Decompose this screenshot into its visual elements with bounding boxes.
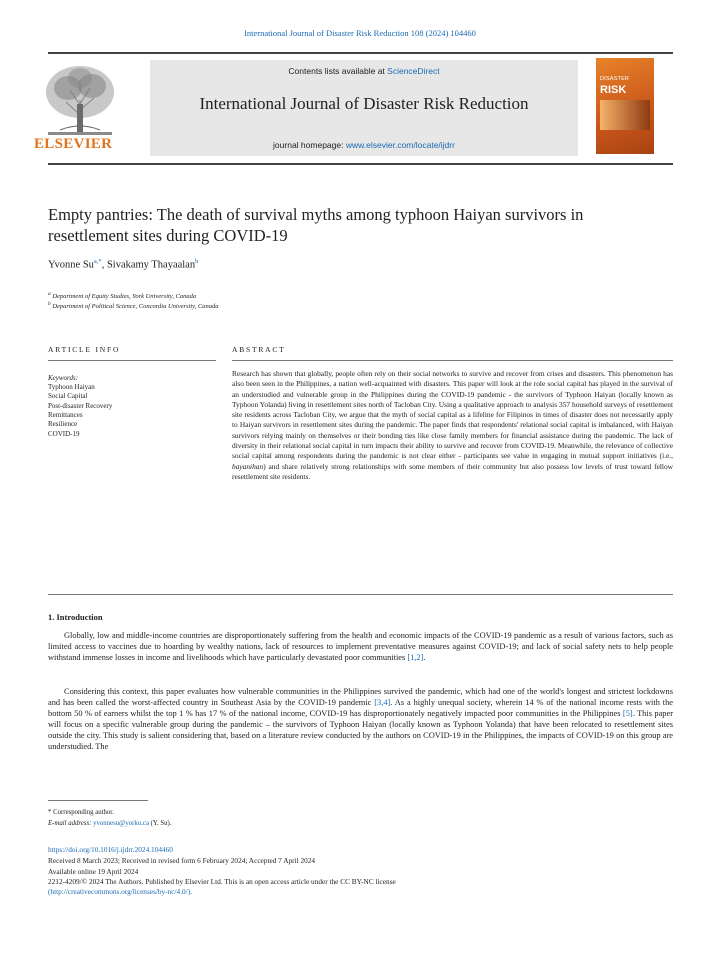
abstract-heading: ABSTRACT — [232, 345, 286, 354]
keywords-label: Keywords: — [48, 374, 79, 382]
abstract-body-end: ) and share relatively strong relationships with some members of their community but also possess low levels of trust toward fellow resettlement site residents. — [232, 461, 673, 481]
keyword: Remittances — [48, 410, 83, 419]
doi-url[interactable]: https://doi.org/10.1016/j.ijdrr.2024.104460 — [48, 845, 173, 854]
keyword: COVID-19 — [48, 429, 80, 438]
article-info-rule — [48, 360, 216, 361]
author-separator: , — [101, 259, 107, 271]
intro-p2-text: . As a highly unequal society, wherein 14 % of the national income rests with the bottom 50 % of earners whilst the top 1 % has 17 % of the national income, COVID-19 has disproportionately negatively impacted poor communities in the Philippines — [48, 697, 673, 718]
journal-homepage-link[interactable]: www.elsevier.com/locate/ijdrr — [345, 140, 455, 150]
author-affiliation-mark[interactable]: a,* — [93, 258, 102, 265]
cover-title-line2: RISK — [600, 84, 627, 96]
author-name[interactable]: Yvonne Su — [48, 259, 94, 271]
contents-line — [150, 66, 578, 76]
affiliation-a — [48, 291, 196, 300]
author-list — [48, 258, 198, 271]
affiliation-b — [48, 301, 219, 310]
intro-p2-text: Considering this context, this paper evaluates how vulnerable communities in the Philippines survived the pandemic, which had one of the world's longest and strictest lockdowns and has been called the worst-affected country in Southeast Asia by the COVID-19 pandemic — [48, 686, 673, 707]
cover-image — [600, 100, 650, 130]
affiliation-mark: a — [48, 291, 51, 297]
sciencedirect-link[interactable]: ScienceDirect — [387, 66, 440, 76]
license-end: . — [190, 887, 192, 897]
affiliation-text: Department of Political Science, Concordia University, Canada — [50, 303, 219, 311]
intro-p1-text: Globally, low and middle-income countries are disproportionately suffering from the health and economic impacts of the COVID-19 pandemic as a result of various factors, such as limited access to vaccines due to hoarding by wealthy nations, lack of resources to implement preventative measures against COVID-19; and lack of social safety nets to help people withstand immense losses in income and livelihoods which have particularly devastated poor communities — [48, 631, 673, 663]
elsevier-wordmark: ELSEVIER — [34, 136, 113, 152]
journal-citation-link[interactable]: International Journal of Disaster Risk Reduction 108 (2024) 104460 — [244, 28, 476, 38]
section-heading-introduction: 1. Introduction — [48, 612, 103, 622]
abstract-rule — [232, 360, 673, 361]
intro-p2-text: . This paper will focus on a specific vulnerable group during the pandemic – the survivors of Typhoon Haiyan (locally known as Typhoon Yolanda) that have been relocated to resettlement sites outside the city. This study is salient considering that, based on a literature review conducted by the authors on COVID-19 in the Philippines, the impacts of COVID-19 on this group are understudied. The — [48, 708, 673, 751]
intro-paragraph-2 — [48, 686, 673, 753]
doi-link[interactable] — [48, 845, 173, 855]
article-info-heading: ARTICLE INFO — [48, 345, 121, 354]
keyword: Post-disaster Recovery — [48, 401, 113, 410]
citation-link[interactable]: [3,4] — [374, 697, 391, 707]
abstract-text — [232, 369, 673, 482]
available-online-date: Available online 19 April 2024 — [48, 866, 139, 876]
journal-homepage-line — [150, 140, 578, 150]
footnote-mark: * — [48, 809, 52, 816]
abstract-body: Research has shown that globally, people often rely on their social networks to survive and recover from crises and disasters. This phenomenon has also been seen in the Philippines, a nation well-acquainted with disasters. This paper will look at the role social capital has played in the survival of an understudied and vulnerable group in the Philippines during the COVID-19 pandemic - the survivors of Typhoon Haiyan (locally known as Typhoon Yolanda) living in resettlement sites north of Tacloban City. Using a qualitative approach to analysis 357 household surveys of resettlement site residents across Tacloban City, we argue that the myth of social capital as a lifeline for Filipinos in times of disaster does not necessarily apply to Haiyan survivors in resettlement sites during the pandemic. The paper finds that respondents' relational social capital is imbalanced, with Haiyan survivors relying mainly on themselves or their bonding ties like close family members for financial assistance during the pandemic. The lack of diversity in their relational social capital in turn impacts their ability to survive and recover from COVID-19. Meanwhile, the relevance of collective social capital among respondents during the pandemic is not clear either - participants see value in engaging in mutual support initiatives (i.e., — [232, 369, 673, 461]
citation-link[interactable]: [1,2] — [407, 653, 424, 663]
received-dates: Received 8 March 2023; Received in revised form 6 February 2024; Accepted 7 April 2024 — [48, 856, 316, 865]
journal-title: International Journal of Disaster Risk Reduction — [199, 94, 529, 113]
license-text: 2212-4209/© 2024 The Authors. Published by Elsevier Ltd. This is an open access article under the CC BY-NC license — [48, 877, 396, 886]
footnote-rule — [48, 800, 148, 801]
affiliation-text: Department of Equity Studies, York University, Canada — [50, 293, 197, 301]
header-bottom-rule — [48, 163, 673, 165]
email-suffix: (Y. Su). — [148, 820, 172, 827]
corresponding-author-note — [48, 809, 114, 816]
email-label: E-mail address: — [48, 820, 94, 827]
cover-title-line1: DISASTER — [600, 76, 630, 82]
header-top-rule — [48, 52, 673, 54]
email-link[interactable]: yvonnesu@yorku.ca — [93, 820, 149, 827]
author-name[interactable]: Sivakamy Thayaalan — [106, 259, 196, 271]
intro-paragraph-1 — [48, 630, 673, 663]
abstract-bottom-rule — [48, 594, 673, 595]
intro-p1-end: . — [423, 653, 426, 663]
email-note — [48, 820, 172, 827]
keyword: Typhoon Haiyan — [48, 383, 95, 391]
article-title: Empty pantries: The death of survival myths among typhoon Haiyan survivors in resettlement sites during COVID-19 — [48, 205, 584, 245]
license-link[interactable]: (http://creativecommons.org/licenses/by-nc/4.0/) — [48, 887, 191, 897]
contents-prefix: Contents lists available at — [288, 66, 388, 76]
citation-link[interactable]: [5] — [622, 708, 633, 718]
license-statement — [48, 877, 673, 897]
affiliation-mark: b — [48, 301, 51, 307]
author-affiliation-mark[interactable]: b — [195, 258, 199, 265]
keyword: Resilience — [48, 420, 78, 429]
footnote-text: Corresponding author. — [51, 809, 114, 816]
abstract-italic-term: bayanihan — [232, 461, 264, 471]
homepage-prefix: journal homepage: — [273, 140, 346, 150]
keyword: Social Capital — [48, 392, 88, 401]
